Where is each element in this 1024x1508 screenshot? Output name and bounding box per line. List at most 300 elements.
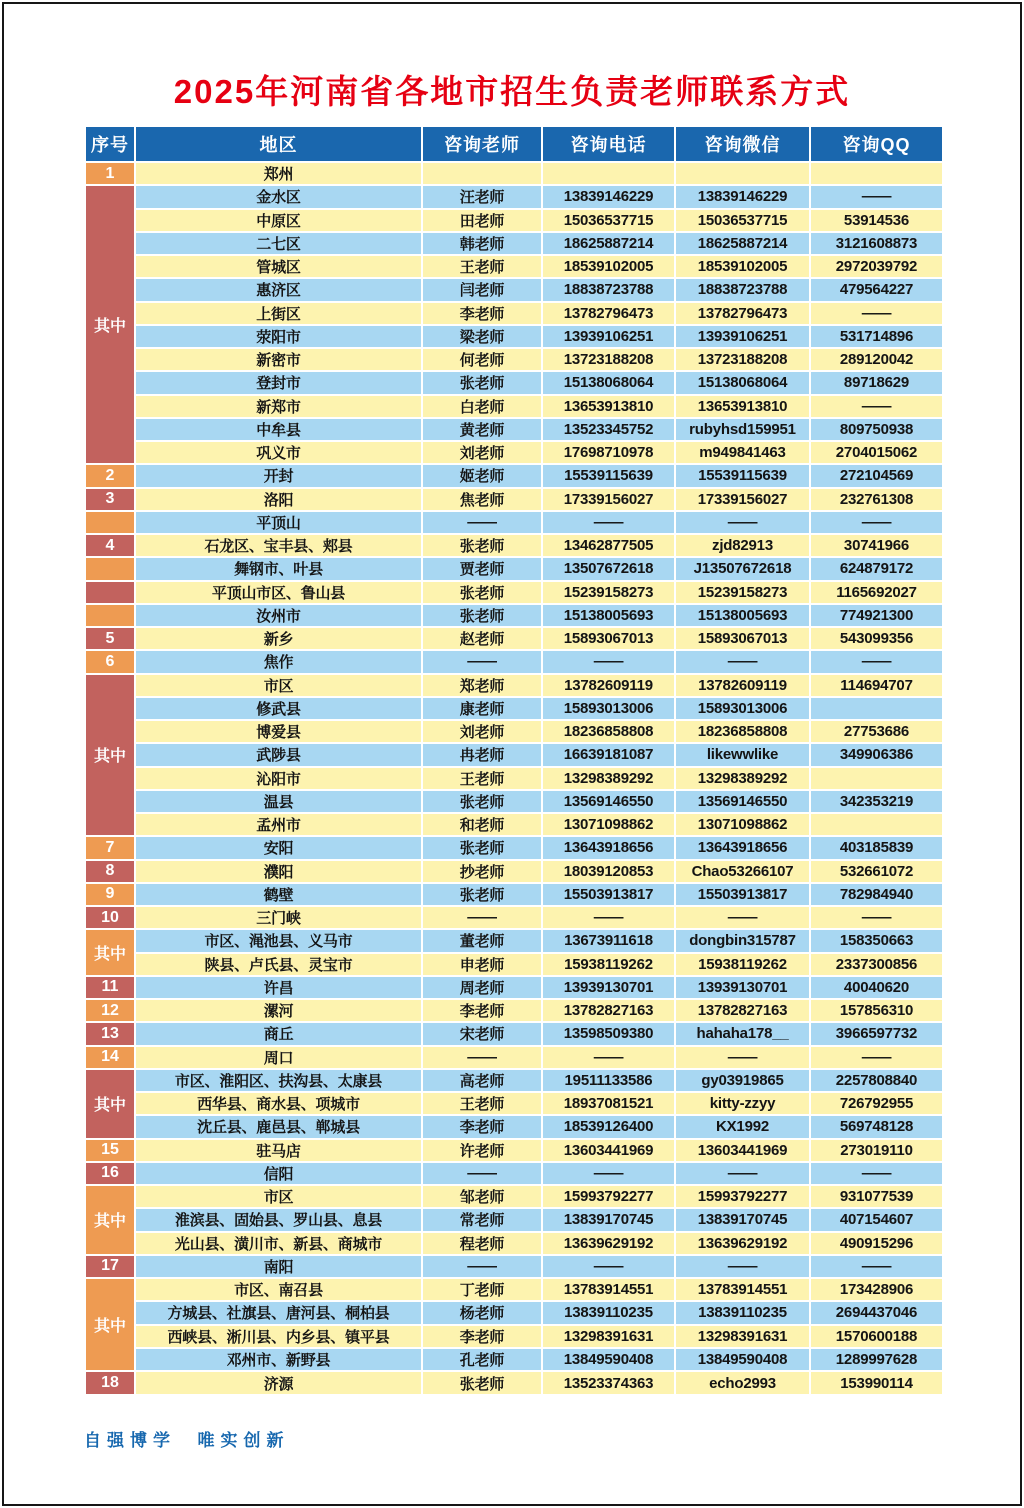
teacher-cell	[422, 162, 542, 185]
teacher-cell: 李老师	[422, 1325, 542, 1348]
wechat-cell: kitty-zzyy	[675, 1092, 810, 1115]
phone-cell: 13523374363	[542, 1371, 675, 1395]
table-row	[85, 1115, 943, 1138]
qq-cell: 532661072	[810, 860, 943, 883]
qq-cell: ——	[810, 906, 943, 929]
phone-cell: 13523345752	[542, 418, 675, 441]
phone-cell: 13673911618	[542, 929, 675, 952]
table-row	[85, 836, 943, 859]
qq-cell: 114694707	[810, 674, 943, 697]
serial-cell: 3	[85, 488, 135, 511]
wechat-cell: 13782609119	[675, 674, 810, 697]
column-header-region: 地区	[135, 126, 422, 162]
qq-cell: 1570600188	[810, 1325, 943, 1348]
teacher-cell: 郑老师	[422, 674, 542, 697]
wechat-cell: zjd82913	[675, 534, 810, 557]
teacher-cell: 张老师	[422, 604, 542, 627]
qq-cell: 403185839	[810, 836, 943, 859]
wechat-cell: 13939106251	[675, 325, 810, 348]
qq-cell: 624879172	[810, 557, 943, 580]
serial-cell: 其中	[85, 929, 135, 976]
wechat-cell: echo2993	[675, 1371, 810, 1395]
region-cell: 汝州市	[135, 604, 422, 627]
table-row	[85, 325, 943, 348]
phone-cell: 13839146229	[542, 185, 675, 208]
region-cell: 市区、南召县	[135, 1278, 422, 1301]
phone-cell: 13723188208	[542, 348, 675, 371]
region-cell: 平顶山	[135, 511, 422, 534]
phone-cell: 15138005693	[542, 604, 675, 627]
serial-cell: 6	[85, 650, 135, 673]
table-body	[85, 162, 943, 1395]
teacher-cell: 贾老师	[422, 557, 542, 580]
teacher-cell: 邹老师	[422, 1185, 542, 1208]
teacher-cell: 张老师	[422, 1371, 542, 1395]
qq-cell: 342353219	[810, 790, 943, 813]
qq-cell: 3966597732	[810, 1022, 943, 1045]
phone-cell: 13839110235	[542, 1301, 675, 1324]
serial-cell: 其中	[85, 674, 135, 837]
table-row	[85, 441, 943, 464]
slogan-text: 自强博学 唯实创新	[84, 1431, 290, 1450]
qq-cell: ——	[810, 185, 943, 208]
serial-cell: 13	[85, 1022, 135, 1045]
qq-cell: 272104569	[810, 464, 943, 487]
wechat-cell: 18838723788	[675, 278, 810, 301]
table-row	[85, 255, 943, 278]
table-row	[85, 581, 943, 604]
region-cell: 焦作	[135, 650, 422, 673]
serial-cell	[85, 604, 135, 627]
teacher-cell: 董老师	[422, 929, 542, 952]
region-cell: 沈丘县、鹿邑县、郸城县	[135, 1115, 422, 1138]
region-cell: 金水区	[135, 185, 422, 208]
region-cell: 淮滨县、固始县、罗山县、息县	[135, 1208, 422, 1231]
region-cell: 孟州市	[135, 813, 422, 836]
wechat-cell: 13603441969	[675, 1139, 810, 1162]
teacher-cell: 王老师	[422, 767, 542, 790]
table-row	[85, 1301, 943, 1324]
qq-cell: 158350663	[810, 929, 943, 952]
region-cell: 二七区	[135, 232, 422, 255]
region-cell: 驻马店	[135, 1139, 422, 1162]
phone-cell: 13598509380	[542, 1022, 675, 1045]
region-cell: 新乡	[135, 627, 422, 650]
teacher-cell: 姬老师	[422, 464, 542, 487]
wechat-cell: 13839110235	[675, 1301, 810, 1324]
table-row	[85, 464, 943, 487]
table-row	[85, 162, 943, 185]
phone-cell: 18838723788	[542, 278, 675, 301]
qq-cell: 40040620	[810, 976, 943, 999]
teacher-cell: ——	[422, 906, 542, 929]
serial-cell: 7	[85, 836, 135, 859]
wechat-cell: 13298391631	[675, 1325, 810, 1348]
qq-cell: 289120042	[810, 348, 943, 371]
region-cell: 温县	[135, 790, 422, 813]
table-row	[85, 557, 943, 580]
wechat-cell: ——	[675, 1046, 810, 1069]
table-row	[85, 418, 943, 441]
teacher-cell: 张老师	[422, 534, 542, 557]
region-cell: 石龙区、宝丰县、郏县	[135, 534, 422, 557]
qq-cell: 569748128	[810, 1115, 943, 1138]
serial-cell: 其中	[85, 185, 135, 464]
column-header-qq: 咨询QQ	[810, 126, 943, 162]
teacher-cell: 宋老师	[422, 1022, 542, 1045]
table-row	[85, 1022, 943, 1045]
region-cell: 信阳	[135, 1162, 422, 1185]
wechat-cell: 13569146550	[675, 790, 810, 813]
table-row	[85, 1139, 943, 1162]
phone-cell: 17698710978	[542, 441, 675, 464]
region-cell: 惠济区	[135, 278, 422, 301]
table-row	[85, 1278, 943, 1301]
qq-cell: ——	[810, 302, 943, 325]
phone-cell: 15993792277	[542, 1185, 675, 1208]
table-row	[85, 395, 943, 418]
qq-cell: 2694437046	[810, 1301, 943, 1324]
qq-cell: 1289997628	[810, 1348, 943, 1371]
table-row	[85, 883, 943, 906]
phone-cell: 15893013006	[542, 697, 675, 720]
teacher-cell: 闫老师	[422, 278, 542, 301]
wechat-cell: 15893013006	[675, 697, 810, 720]
region-cell: 沁阳市	[135, 767, 422, 790]
table-row	[85, 1092, 943, 1115]
column-header-wechat: 咨询微信	[675, 126, 810, 162]
phone-cell: 13298391631	[542, 1325, 675, 1348]
phone-cell: 13782609119	[542, 674, 675, 697]
table-row	[85, 674, 943, 697]
qq-cell: 490915296	[810, 1232, 943, 1255]
qq-cell: 3121608873	[810, 232, 943, 255]
wechat-cell: J13507672618	[675, 557, 810, 580]
region-cell: 舞钢市、叶县	[135, 557, 422, 580]
phone-cell: ——	[542, 511, 675, 534]
region-cell: 平顶山市区、鲁山县	[135, 581, 422, 604]
wechat-cell: 13939130701	[675, 976, 810, 999]
qq-cell: ——	[810, 650, 943, 673]
table-row	[85, 1255, 943, 1278]
phone-cell: 13839170745	[542, 1208, 675, 1231]
region-cell: 邓州市、新野县	[135, 1348, 422, 1371]
serial-cell: 12	[85, 999, 135, 1022]
region-cell: 开封	[135, 464, 422, 487]
teacher-cell: 张老师	[422, 836, 542, 859]
wechat-cell: 13639629192	[675, 1232, 810, 1255]
phone-cell: 15036537715	[542, 209, 675, 232]
phone-cell: 13569146550	[542, 790, 675, 813]
phone-cell: 18937081521	[542, 1092, 675, 1115]
table-row	[85, 371, 943, 394]
wechat-cell: ——	[675, 1162, 810, 1185]
serial-cell: 其中	[85, 1278, 135, 1371]
region-cell: 西峡县、淅川县、内乡县、镇平县	[135, 1325, 422, 1348]
qq-cell	[810, 697, 943, 720]
region-cell: 上街区	[135, 302, 422, 325]
table-row	[85, 604, 943, 627]
table-row	[85, 511, 943, 534]
wechat-cell: 13782796473	[675, 302, 810, 325]
teacher-cell: 刘老师	[422, 441, 542, 464]
table-row	[85, 860, 943, 883]
serial-cell: 1	[85, 162, 135, 185]
wechat-cell: 15993792277	[675, 1185, 810, 1208]
region-cell: 管城区	[135, 255, 422, 278]
qq-cell: ——	[810, 395, 943, 418]
wechat-cell: ——	[675, 650, 810, 673]
table-row	[85, 1208, 943, 1231]
teacher-cell: 康老师	[422, 697, 542, 720]
table-row	[85, 627, 943, 650]
region-cell: 市区	[135, 674, 422, 697]
qq-cell: 232761308	[810, 488, 943, 511]
wechat-cell: 15503913817	[675, 883, 810, 906]
phone-cell: 16639181087	[542, 743, 675, 766]
table-row	[85, 697, 943, 720]
teacher-cell: ——	[422, 650, 542, 673]
region-cell: 新密市	[135, 348, 422, 371]
teacher-cell: ——	[422, 1046, 542, 1069]
wechat-cell: 15239158273	[675, 581, 810, 604]
phone-cell: 15138068064	[542, 371, 675, 394]
wechat-cell: 13723188208	[675, 348, 810, 371]
table-row	[85, 1325, 943, 1348]
table-row	[85, 232, 943, 255]
table-row	[85, 767, 943, 790]
qq-cell: 30741966	[810, 534, 943, 557]
teacher-cell: 黄老师	[422, 418, 542, 441]
wechat-cell: 13783914551	[675, 1278, 810, 1301]
serial-cell: 9	[85, 883, 135, 906]
teacher-cell: 焦老师	[422, 488, 542, 511]
phone-cell: 19511133586	[542, 1069, 675, 1092]
region-cell: 南阳	[135, 1255, 422, 1278]
teacher-cell: 申老师	[422, 953, 542, 976]
wechat-cell: ——	[675, 1255, 810, 1278]
wechat-cell: 13782827163	[675, 999, 810, 1022]
phone-cell: ——	[542, 1255, 675, 1278]
wechat-cell: 13071098862	[675, 813, 810, 836]
teacher-cell: 白老师	[422, 395, 542, 418]
phone-cell: 13071098862	[542, 813, 675, 836]
table-row	[85, 1046, 943, 1069]
phone-cell: 13507672618	[542, 557, 675, 580]
wechat-cell: 15938119262	[675, 953, 810, 976]
serial-cell: 10	[85, 906, 135, 929]
serial-cell: 11	[85, 976, 135, 999]
region-cell: 西华县、商水县、项城市	[135, 1092, 422, 1115]
region-cell: 武陟县	[135, 743, 422, 766]
wechat-cell: 13653913810	[675, 395, 810, 418]
wechat-cell: Chao53266107	[675, 860, 810, 883]
phone-cell: 18236858808	[542, 720, 675, 743]
teacher-cell: 常老师	[422, 1208, 542, 1231]
contact-table	[84, 125, 944, 1396]
qq-cell	[810, 767, 943, 790]
qq-cell: 774921300	[810, 604, 943, 627]
region-cell: 陕县、卢氏县、灵宝市	[135, 953, 422, 976]
wechat-cell: rubyhsd159951	[675, 418, 810, 441]
table-row	[85, 906, 943, 929]
column-header-serial: 序号	[85, 126, 135, 162]
serial-cell: 15	[85, 1139, 135, 1162]
table-row	[85, 1348, 943, 1371]
wechat-cell: ——	[675, 906, 810, 929]
qq-cell: ——	[810, 511, 943, 534]
phone-cell: 13782796473	[542, 302, 675, 325]
qq-cell: 157856310	[810, 999, 943, 1022]
qq-cell: 531714896	[810, 325, 943, 348]
table-row	[85, 1232, 943, 1255]
phone-cell: 15539115639	[542, 464, 675, 487]
teacher-cell: 刘老师	[422, 720, 542, 743]
teacher-cell: 许老师	[422, 1139, 542, 1162]
phone-cell: 13849590408	[542, 1348, 675, 1371]
teacher-cell: 汪老师	[422, 185, 542, 208]
region-cell: 光山县、潢川市、新县、商城市	[135, 1232, 422, 1255]
teacher-cell: 田老师	[422, 209, 542, 232]
qq-cell: ——	[810, 1162, 943, 1185]
teacher-cell: 李老师	[422, 302, 542, 325]
teacher-cell: 王老师	[422, 1092, 542, 1115]
wechat-cell: 17339156027	[675, 488, 810, 511]
region-cell: 商丘	[135, 1022, 422, 1045]
wechat-cell: dongbin315787	[675, 929, 810, 952]
table-row	[85, 999, 943, 1022]
region-cell: 市区、渑池县、义马市	[135, 929, 422, 952]
region-cell: 许昌	[135, 976, 422, 999]
teacher-cell: 李老师	[422, 1115, 542, 1138]
qq-cell: 349906386	[810, 743, 943, 766]
table-row	[85, 976, 943, 999]
teacher-cell: 冉老师	[422, 743, 542, 766]
teacher-cell: 抄老师	[422, 860, 542, 883]
phone-cell: 18625887214	[542, 232, 675, 255]
region-cell: 博爱县	[135, 720, 422, 743]
region-cell: 市区	[135, 1185, 422, 1208]
teacher-cell: ——	[422, 1255, 542, 1278]
phone-cell: ——	[542, 1046, 675, 1069]
table-row	[85, 185, 943, 208]
wechat-cell: 13298389292	[675, 767, 810, 790]
phone-cell: 15938119262	[542, 953, 675, 976]
phone-cell: 13653913810	[542, 395, 675, 418]
teacher-cell: 韩老师	[422, 232, 542, 255]
table-row	[85, 720, 943, 743]
teacher-cell: 程老师	[422, 1232, 542, 1255]
teacher-cell: ——	[422, 1162, 542, 1185]
page-title: 2025年河南省各地市招生负责老师联系方式	[173, 73, 851, 110]
region-cell: 市区、淮阳区、扶沟县、太康县	[135, 1069, 422, 1092]
wechat-cell: ——	[675, 511, 810, 534]
wechat-cell: 18539102005	[675, 255, 810, 278]
qq-cell: 2337300856	[810, 953, 943, 976]
phone-cell: 13643918656	[542, 836, 675, 859]
wechat-cell: 13839146229	[675, 185, 810, 208]
region-cell: 修武县	[135, 697, 422, 720]
phone-cell: 13462877505	[542, 534, 675, 557]
wechat-cell: 18625887214	[675, 232, 810, 255]
teacher-cell: 高老师	[422, 1069, 542, 1092]
teacher-cell: 张老师	[422, 371, 542, 394]
table-row	[85, 650, 943, 673]
region-cell: 洛阳	[135, 488, 422, 511]
table-row	[85, 813, 943, 836]
qq-cell: 543099356	[810, 627, 943, 650]
region-cell: 济源	[135, 1371, 422, 1395]
wechat-cell: 13643918656	[675, 836, 810, 859]
phone-cell: 13939130701	[542, 976, 675, 999]
qq-cell: 2972039792	[810, 255, 943, 278]
serial-cell: 16	[85, 1162, 135, 1185]
serial-cell: 17	[85, 1255, 135, 1278]
qq-cell: 479564227	[810, 278, 943, 301]
qq-cell	[810, 813, 943, 836]
phone-cell: 15893067013	[542, 627, 675, 650]
serial-cell: 其中	[85, 1185, 135, 1255]
region-cell: 三门峡	[135, 906, 422, 929]
phone-cell: ——	[542, 1162, 675, 1185]
qq-cell: 89718629	[810, 371, 943, 394]
serial-cell	[85, 557, 135, 580]
phone-cell: 13298389292	[542, 767, 675, 790]
teacher-cell: 张老师	[422, 790, 542, 813]
region-cell: 鹤壁	[135, 883, 422, 906]
phone-cell: 13939106251	[542, 325, 675, 348]
teacher-cell: 梁老师	[422, 325, 542, 348]
wechat-cell: likewwlike	[675, 743, 810, 766]
wechat-cell: 15138005693	[675, 604, 810, 627]
serial-cell: 4	[85, 534, 135, 557]
serial-cell	[85, 581, 135, 604]
region-cell: 周口	[135, 1046, 422, 1069]
teacher-cell: 张老师	[422, 883, 542, 906]
region-cell: 巩义市	[135, 441, 422, 464]
serial-cell: 8	[85, 860, 135, 883]
region-cell: 郑州	[135, 162, 422, 185]
region-cell: 荥阳市	[135, 325, 422, 348]
qq-cell: 173428906	[810, 1278, 943, 1301]
phone-cell: ——	[542, 650, 675, 673]
wechat-cell: gy03919865	[675, 1069, 810, 1092]
table-row	[85, 1162, 943, 1185]
qq-cell	[810, 162, 943, 185]
teacher-cell: 杨老师	[422, 1301, 542, 1324]
qq-cell: 2257808840	[810, 1069, 943, 1092]
region-cell: 方城县、社旗县、唐河县、桐柏县	[135, 1301, 422, 1324]
teacher-cell: 赵老师	[422, 627, 542, 650]
region-cell: 安阳	[135, 836, 422, 859]
qq-cell: 726792955	[810, 1092, 943, 1115]
teacher-cell: 丁老师	[422, 1278, 542, 1301]
teacher-cell: 张老师	[422, 581, 542, 604]
serial-cell: 其中	[85, 1069, 135, 1139]
qq-cell: 809750938	[810, 418, 943, 441]
table-row	[85, 743, 943, 766]
region-cell: 漯河	[135, 999, 422, 1022]
qq-cell: 1165692027	[810, 581, 943, 604]
table-row	[85, 929, 943, 952]
phone-cell	[542, 162, 675, 185]
serial-cell: 18	[85, 1371, 135, 1395]
phone-cell: 18039120853	[542, 860, 675, 883]
teacher-cell: 孔老师	[422, 1348, 542, 1371]
table-row	[85, 278, 943, 301]
teacher-cell: 何老师	[422, 348, 542, 371]
table-row	[85, 302, 943, 325]
